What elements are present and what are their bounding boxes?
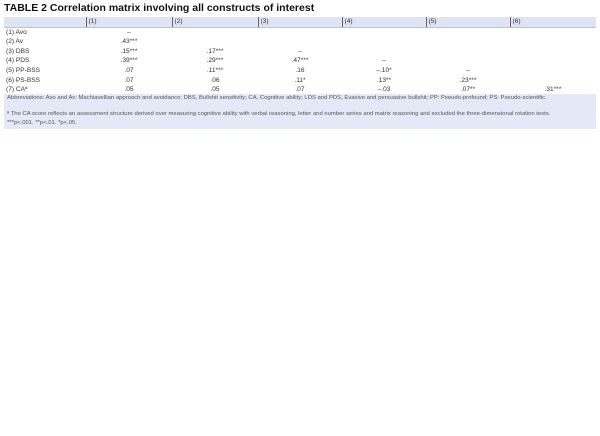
table-row [4,66,596,76]
table-cell: .05 [124,86,134,94]
table-cell [510,47,596,57]
table-cell [510,56,596,66]
table-cell [426,27,510,37]
column-header: (4) [342,17,426,27]
significance-note: ***p<.001. **p<.01. *p<.05. [7,120,77,127]
table-row [4,37,596,47]
table-cell [510,27,596,37]
table-cell: .13** [376,76,392,84]
table-cell: – [127,28,131,36]
table-cell: .39*** [120,57,138,65]
table-cell: –.10* [376,66,392,74]
table-cell: .07 [295,86,305,94]
abbreviations-note: Abbreviations: Avo and Av: Machiavellian approach and avoidance; DBS, Bullshit sensitivity; CA, Cognitive ability; LDS and PDS, Evasive and persuasive bullshit; PP: Pseudo-profound; PS: Pseudo-scientific. [7,95,547,101]
row-label: (7) CAª [6,86,28,94]
table-cell: .06 [210,76,220,84]
column-header: (6) [510,17,596,27]
table-header-row [4,17,596,27]
row-label: (3) DBS [6,47,30,55]
table-cell [342,37,426,47]
column-header: (2) [172,17,258,27]
correlation-table [4,17,596,95]
table-cell: .47*** [291,57,309,65]
table-cell: .11*** [206,66,224,74]
table-cell [258,27,342,37]
table-cell [426,37,510,47]
row-label: (1) Avo [6,28,27,36]
table-cell: –.03 [377,86,391,94]
table-cell: .05 [210,86,220,94]
row-label: (4) PDS [6,57,30,65]
table-cell: .11* [294,76,306,84]
table-cell: .31*** [544,86,562,94]
table-row [4,56,596,66]
table-title: TABLE 2 Correlation matrix involving all constructs of interest [4,2,315,14]
column-header: (3) [258,17,342,27]
table-cell: .15*** [120,47,138,55]
table-cell [342,27,426,37]
table-cell [426,56,510,66]
table-cell [172,27,258,37]
table-cell: – [382,57,386,65]
column-header: (5) [426,17,510,27]
table-cell: .17*** [206,47,224,55]
table-cell [510,76,596,86]
table-cell: .07 [124,76,134,84]
table-cell: .07** [460,86,476,94]
table-cell [258,37,342,47]
table-cell [172,37,258,47]
table-cell: – [466,66,470,74]
footnote-a: ª The CA score reflects an assessment structure derived over measuring cognitive ability with verbal reasoning, letter and number series and matrix reasoning and excluded the three-dimensional rotation tests. [7,110,551,117]
table-cell: .07 [124,66,134,74]
row-label: (2) Av [6,38,24,46]
table-notes [4,94,596,129]
table-cell [426,47,510,57]
table-cell: – [298,47,302,55]
table-cell [510,37,596,47]
row-label: (6) PS-BSS [6,76,41,84]
table-cell [510,66,596,76]
table-row [4,76,596,86]
table-cell: .16 [295,66,305,74]
table-cell: .43*** [120,38,138,46]
table-row [4,27,596,37]
table-cell: .23*** [459,76,477,84]
table-cell: .29*** [206,57,224,65]
table-row [4,47,596,57]
row-label: (5) PP-BSS [6,66,41,74]
table-cell [342,47,426,57]
column-header [4,17,86,27]
column-header: (1) [86,17,172,27]
